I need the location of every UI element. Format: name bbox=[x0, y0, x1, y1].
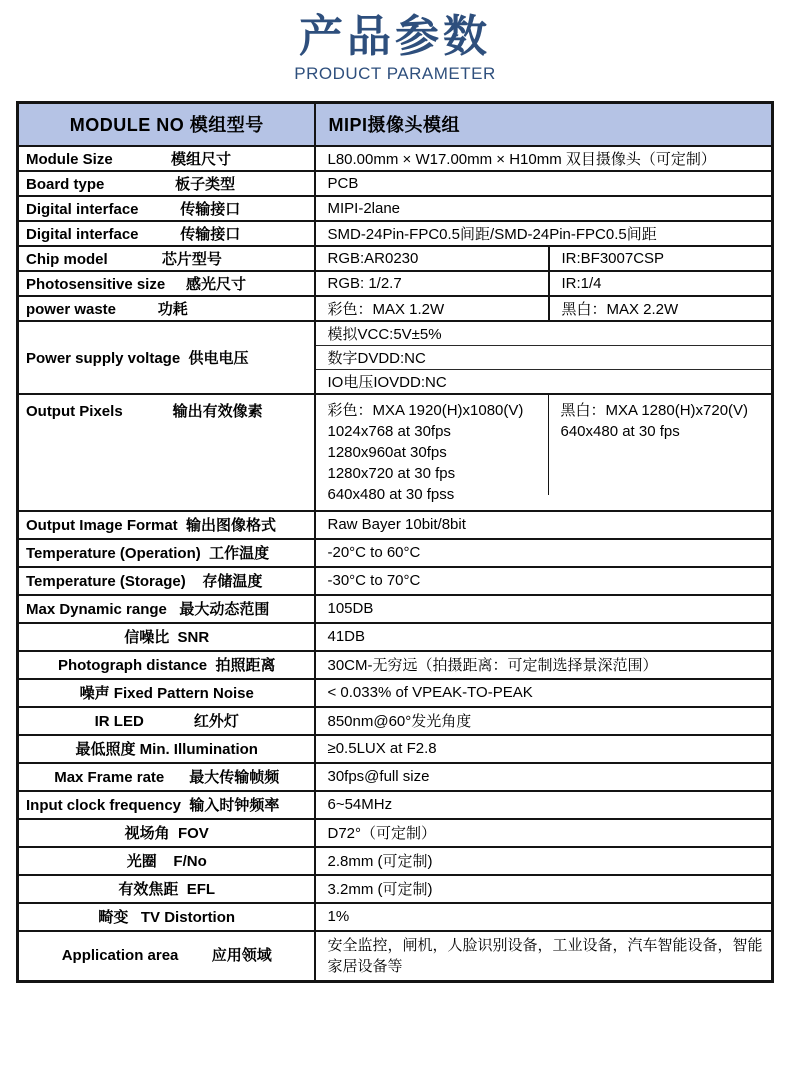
table-header-module-no: MODULE NO 模组型号 bbox=[17, 102, 315, 146]
row-value: MIPI-2lane bbox=[315, 196, 772, 221]
row-value: IR:1/4 bbox=[549, 271, 772, 296]
row-value bbox=[549, 394, 772, 511]
table-row bbox=[17, 567, 772, 595]
page-title: 产品参数 bbox=[299, 12, 491, 61]
table-row bbox=[17, 296, 772, 321]
table-row bbox=[17, 847, 772, 875]
row-label: IR LED 红外灯 bbox=[17, 707, 315, 735]
row-label: Output Image Format 输出图像格式 bbox=[17, 511, 315, 539]
row-value: L80.00mm × W17.00mm × H10mm 双目摄像头（可定制） bbox=[315, 146, 772, 171]
table-row bbox=[17, 651, 772, 679]
row-value: ≥0.5LUX at F2.8 bbox=[315, 735, 772, 763]
row-value-line: 1024x768 at 30fps bbox=[327, 422, 451, 440]
table-row bbox=[17, 707, 772, 735]
row-value: Raw Bayer 10bit/8bit bbox=[315, 511, 772, 539]
row-value: 6~54MHz bbox=[315, 791, 772, 819]
row-value: 30fps@full size bbox=[315, 763, 772, 791]
row-value-line: IO电压IOVDD:NC bbox=[327, 373, 447, 391]
row-label: 最低照度 Min. Illumination bbox=[17, 735, 315, 763]
table-row bbox=[17, 903, 772, 931]
table-row bbox=[17, 679, 772, 707]
row-label: 有效焦距 EFL bbox=[17, 875, 315, 903]
row-value bbox=[315, 394, 549, 511]
parameter-table-body bbox=[17, 102, 772, 981]
table-row bbox=[17, 221, 772, 246]
table-header-module-name: MIPI摄像头模组 bbox=[315, 102, 772, 146]
table-row bbox=[17, 763, 772, 791]
page-subtitle: PRODUCT PARAMETER bbox=[294, 63, 496, 83]
row-value-line: 数字DVDD:NC bbox=[316, 346, 771, 370]
row-label: 噪声 Fixed Pattern Noise bbox=[17, 679, 315, 707]
row-label: 信噪比 SNR bbox=[17, 623, 315, 651]
row-label: Chip model 芯片型号 bbox=[17, 246, 315, 271]
row-value: 黑白：MAX 2.2W bbox=[549, 296, 772, 321]
table-row bbox=[17, 791, 772, 819]
row-value: -30°C to 70°C bbox=[315, 567, 772, 595]
row-value: 3.2mm (可定制) bbox=[315, 875, 772, 903]
row-value: RGB:AR0230 bbox=[315, 246, 549, 271]
row-label: Application area 应用领域 bbox=[17, 931, 315, 982]
row-value: PCB bbox=[315, 171, 772, 196]
row-value: SMD-24Pin-FPC0.5间距/SMD-24Pin-FPC0.5间距 bbox=[315, 221, 772, 246]
row-label: power waste 功耗 bbox=[17, 296, 315, 321]
row-value-line: 黑白：MXA 1280(H)x720(V) bbox=[560, 401, 749, 419]
row-value: 41DB bbox=[315, 623, 772, 651]
row-value: 安全监控，闸机，人脸识别设备，工业设备，汽车智能设备，智能家居设备等 bbox=[315, 931, 772, 982]
row-label: Temperature (Storage) 存储温度 bbox=[17, 567, 315, 595]
table-row bbox=[17, 146, 772, 171]
row-label: Power supply voltage 供电电压 bbox=[17, 321, 315, 394]
table-row bbox=[17, 171, 772, 196]
table-row bbox=[17, 819, 772, 847]
row-label: Max Frame rate 最大传输帧频 bbox=[17, 763, 315, 791]
row-value: 30CM-无穷远（拍摄距离：可定制选择景深范围） bbox=[315, 651, 772, 679]
table-row bbox=[17, 246, 772, 271]
row-value-line: 640x480 at 30 fpss bbox=[327, 485, 455, 503]
table-row bbox=[17, 735, 772, 763]
table-row bbox=[17, 623, 772, 651]
table-header-row bbox=[17, 102, 772, 146]
row-value: RGB: 1/2.7 bbox=[315, 271, 549, 296]
row-value: IR:BF3007CSP bbox=[549, 246, 772, 271]
row-value: 2.8mm (可定制) bbox=[315, 847, 772, 875]
parameter-table bbox=[16, 101, 774, 983]
row-label: Digital interface 传输接口 bbox=[17, 196, 315, 221]
row-label: Max Dynamic range 最大动态范围 bbox=[17, 595, 315, 623]
table-row bbox=[17, 875, 772, 903]
row-label: Module Size 模组尺寸 bbox=[17, 146, 315, 171]
row-value: < 0.033% of VPEAK-TO-PEAK bbox=[315, 679, 772, 707]
row-label: Photograph distance 拍照距离 bbox=[17, 651, 315, 679]
table-row bbox=[17, 271, 772, 296]
row-label: 视场角 FOV bbox=[17, 819, 315, 847]
row-label: Photosensitive size 感光尺寸 bbox=[17, 271, 315, 296]
row-value-line: 彩色：MXA 1920(H)x1080(V) bbox=[327, 401, 524, 419]
table-row bbox=[17, 394, 772, 511]
row-value-line: 模拟VCC:5V±5% bbox=[316, 322, 771, 346]
row-value: 105DB bbox=[315, 595, 772, 623]
row-label: Temperature (Operation) 工作温度 bbox=[17, 539, 315, 567]
row-value: D72°（可定制） bbox=[315, 819, 772, 847]
row-value bbox=[315, 321, 772, 394]
table-row bbox=[17, 321, 772, 394]
row-value: 850nm@60°发光角度 bbox=[315, 707, 772, 735]
row-value: 1% bbox=[315, 903, 772, 931]
table-row bbox=[17, 595, 772, 623]
row-value-line: 640x480 at 30 fps bbox=[560, 422, 680, 440]
row-value-line: 1280x720 at 30 fps bbox=[327, 464, 456, 482]
table-row bbox=[17, 196, 772, 221]
row-label: Output Pixels 输出有效像素 bbox=[17, 394, 315, 511]
row-value-line: 1280x960at 30fps bbox=[327, 443, 447, 461]
table-row bbox=[17, 931, 772, 982]
row-label: Board type 板子类型 bbox=[17, 171, 315, 196]
row-value: -20°C to 60°C bbox=[315, 539, 772, 567]
row-label: Input clock frequency 输入时钟频率 bbox=[17, 791, 315, 819]
row-label: 畸变 TV Distortion bbox=[17, 903, 315, 931]
table-row bbox=[17, 539, 772, 567]
table-row bbox=[17, 511, 772, 539]
row-label: Digital interface 传输接口 bbox=[17, 221, 315, 246]
row-value: 彩色：MAX 1.2W bbox=[315, 296, 549, 321]
row-label: 光圈 F/No bbox=[17, 847, 315, 875]
